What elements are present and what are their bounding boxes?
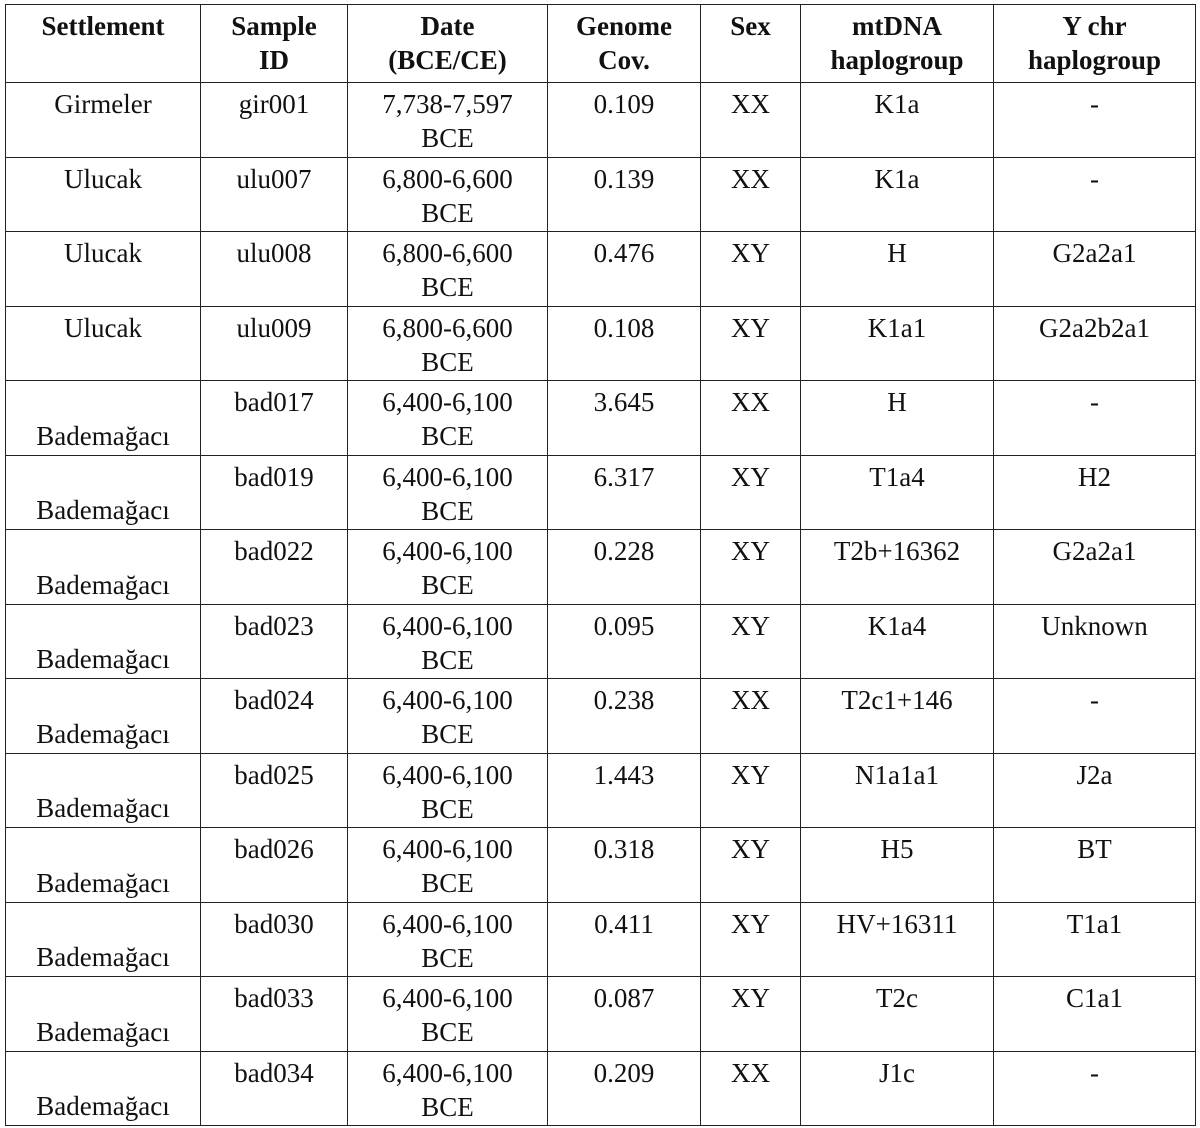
genome-cov-cell: 0.476	[548, 232, 701, 307]
date-cell	[348, 232, 548, 307]
genome-cov-cell: 0.411	[548, 902, 701, 977]
sex-cell: XY	[701, 455, 801, 530]
header-settlement: Settlement	[6, 5, 201, 83]
mtdna-cell: K1a	[801, 157, 994, 232]
sample-id-cell: bad030	[201, 902, 348, 977]
genome-cov-cell: 0.209	[548, 1051, 701, 1126]
table-header	[6, 5, 1196, 83]
ychr-cell: -	[994, 1051, 1196, 1126]
sample-id-cell: bad022	[201, 530, 348, 605]
date-range: 6,400-6,100	[382, 908, 513, 939]
date-cell	[348, 381, 548, 456]
genome-cov-cell: 0.228	[548, 530, 701, 605]
date-era: BCE	[421, 868, 474, 898]
date-range: 6,400-6,100	[382, 536, 513, 566]
sex-cell: XY	[701, 902, 801, 977]
genome-cov-cell: 6.317	[548, 455, 701, 530]
date-range: 6,400-6,100	[382, 387, 513, 417]
mtdna-cell: H	[801, 232, 994, 307]
settlement-cell: Bademağacı	[6, 455, 201, 530]
ychr-cell: C1a1	[994, 977, 1196, 1052]
date-range: 6,400-6,100	[382, 1057, 513, 1088]
genome-cov-cell: 1.443	[548, 753, 701, 828]
header-mtdna-haplogroup: mtDNA haplogroup	[801, 5, 994, 83]
mtdna-cell: J1c	[801, 1051, 994, 1126]
table-row	[6, 902, 1196, 977]
sex-cell: XY	[701, 306, 801, 381]
date-era: BCE	[421, 421, 474, 451]
sample-id-cell: bad034	[201, 1051, 348, 1126]
date-cell	[348, 306, 548, 381]
date-era: BCE	[421, 644, 474, 675]
date-cell	[348, 604, 548, 679]
table-row	[6, 977, 1196, 1052]
header-sample-id: Sample ID	[201, 5, 348, 83]
settlement-cell: Ulucak	[6, 157, 201, 232]
sex-cell: XX	[701, 1051, 801, 1126]
settlement-cell: Bademağacı	[6, 902, 201, 977]
mtdna-cell: K1a4	[801, 604, 994, 679]
mtdna-cell: T2c	[801, 977, 994, 1052]
date-cell	[348, 977, 548, 1052]
date-range: 6,400-6,100	[382, 685, 513, 715]
haplogroup-table	[5, 4, 1196, 1126]
sex-cell: XX	[701, 83, 801, 158]
table-row	[6, 828, 1196, 903]
settlement-cell: Bademağacı	[6, 753, 201, 828]
settlement-cell: Ulucak	[6, 232, 201, 307]
sample-id-cell: bad019	[201, 455, 348, 530]
date-era: BCE	[421, 197, 474, 228]
table-row	[6, 232, 1196, 307]
date-range: 6,400-6,100	[382, 834, 513, 864]
header-row	[6, 5, 1196, 83]
date-era: BCE	[421, 346, 474, 377]
sex-cell: XY	[701, 530, 801, 605]
sample-id-cell: gir001	[201, 83, 348, 158]
ychr-cell: T1a1	[994, 902, 1196, 977]
date-range: 7,738-7,597	[382, 89, 513, 119]
sample-id-cell: bad024	[201, 679, 348, 754]
date-range: 6,800-6,600	[382, 238, 513, 268]
date-era: BCE	[421, 272, 474, 302]
ychr-cell: J2a	[994, 753, 1196, 828]
sample-id-cell: ulu009	[201, 306, 348, 381]
ychr-cell: BT	[994, 828, 1196, 903]
date-cell	[348, 1051, 548, 1126]
date-range: 6,400-6,100	[382, 610, 513, 641]
genome-cov-cell: 0.095	[548, 604, 701, 679]
mtdna-cell: HV+16311	[801, 902, 994, 977]
sample-id-cell: bad017	[201, 381, 348, 456]
genome-cov-cell: 0.087	[548, 977, 701, 1052]
settlement-cell: Bademağacı	[6, 604, 201, 679]
table-row	[6, 455, 1196, 530]
date-range: 6,800-6,600	[382, 163, 513, 194]
mtdna-cell: K1a	[801, 83, 994, 158]
settlement-cell: Bademağacı	[6, 381, 201, 456]
date-era: BCE	[421, 1017, 474, 1047]
sample-id-cell: bad026	[201, 828, 348, 903]
ychr-cell: Unknown	[994, 604, 1196, 679]
sex-cell: XX	[701, 381, 801, 456]
mtdna-cell: K1a1	[801, 306, 994, 381]
table-row	[6, 83, 1196, 158]
date-cell	[348, 530, 548, 605]
table-row	[6, 530, 1196, 605]
mtdna-cell: T2c1+146	[801, 679, 994, 754]
sex-cell: XY	[701, 977, 801, 1052]
date-era: BCE	[421, 495, 474, 526]
date-era: BCE	[421, 570, 474, 600]
ychr-cell: G2a2a1	[994, 530, 1196, 605]
date-cell	[348, 83, 548, 158]
table-row	[6, 381, 1196, 456]
settlement-cell: Bademağacı	[6, 1051, 201, 1126]
genome-cov-cell: 0.139	[548, 157, 701, 232]
sample-id-cell: bad033	[201, 977, 348, 1052]
date-cell	[348, 902, 548, 977]
date-era: BCE	[421, 793, 474, 824]
sex-cell: XY	[701, 828, 801, 903]
date-cell	[348, 679, 548, 754]
settlement-cell: Ulucak	[6, 306, 201, 381]
date-era: BCE	[421, 942, 474, 973]
mtdna-cell: N1a1a1	[801, 753, 994, 828]
sample-id-cell: bad025	[201, 753, 348, 828]
table-row	[6, 1051, 1196, 1126]
table-row	[6, 753, 1196, 828]
date-range: 6,400-6,100	[382, 983, 513, 1013]
sample-id-cell: ulu008	[201, 232, 348, 307]
header-sex: Sex	[701, 5, 801, 83]
table-row	[6, 306, 1196, 381]
sample-id-cell: bad023	[201, 604, 348, 679]
date-range: 6,400-6,100	[382, 461, 513, 492]
date-cell	[348, 828, 548, 903]
date-era: BCE	[421, 123, 474, 153]
date-era: BCE	[421, 1091, 474, 1122]
table-row	[6, 604, 1196, 679]
ychr-cell: G2a2b2a1	[994, 306, 1196, 381]
ychr-cell: -	[994, 157, 1196, 232]
sample-id-cell: ulu007	[201, 157, 348, 232]
ychr-cell: -	[994, 381, 1196, 456]
date-cell	[348, 455, 548, 530]
settlement-cell: Bademağacı	[6, 530, 201, 605]
date-range: 6,800-6,600	[382, 312, 513, 343]
settlement-cell: Bademağacı	[6, 977, 201, 1052]
ychr-cell: -	[994, 679, 1196, 754]
ychr-cell: H2	[994, 455, 1196, 530]
mtdna-cell: H	[801, 381, 994, 456]
header-genome-cov: Genome Cov.	[548, 5, 701, 83]
sex-cell: XY	[701, 604, 801, 679]
date-range: 6,400-6,100	[382, 759, 513, 790]
genome-cov-cell: 0.109	[548, 83, 701, 158]
sex-cell: XX	[701, 679, 801, 754]
settlement-cell: Bademağacı	[6, 828, 201, 903]
settlement-cell: Girmeler	[6, 83, 201, 158]
mtdna-cell: T1a4	[801, 455, 994, 530]
ychr-cell: -	[994, 83, 1196, 158]
genome-cov-cell: 0.318	[548, 828, 701, 903]
ychr-cell: G2a2a1	[994, 232, 1196, 307]
header-date: Date (BCE/CE)	[348, 5, 548, 83]
mtdna-cell: T2b+16362	[801, 530, 994, 605]
sex-cell: XY	[701, 753, 801, 828]
sex-cell: XY	[701, 232, 801, 307]
settlement-cell: Bademağacı	[6, 679, 201, 754]
sex-cell: XX	[701, 157, 801, 232]
table-row	[6, 157, 1196, 232]
header-ychr-haplogroup: Y chr haplogroup	[994, 5, 1196, 83]
date-era: BCE	[421, 719, 474, 749]
genome-cov-cell: 0.108	[548, 306, 701, 381]
table-body	[6, 83, 1196, 1126]
table-row	[6, 679, 1196, 754]
genome-cov-cell: 3.645	[548, 381, 701, 456]
mtdna-cell: H5	[801, 828, 994, 903]
date-cell	[348, 157, 548, 232]
genome-cov-cell: 0.238	[548, 679, 701, 754]
date-cell	[348, 753, 548, 828]
